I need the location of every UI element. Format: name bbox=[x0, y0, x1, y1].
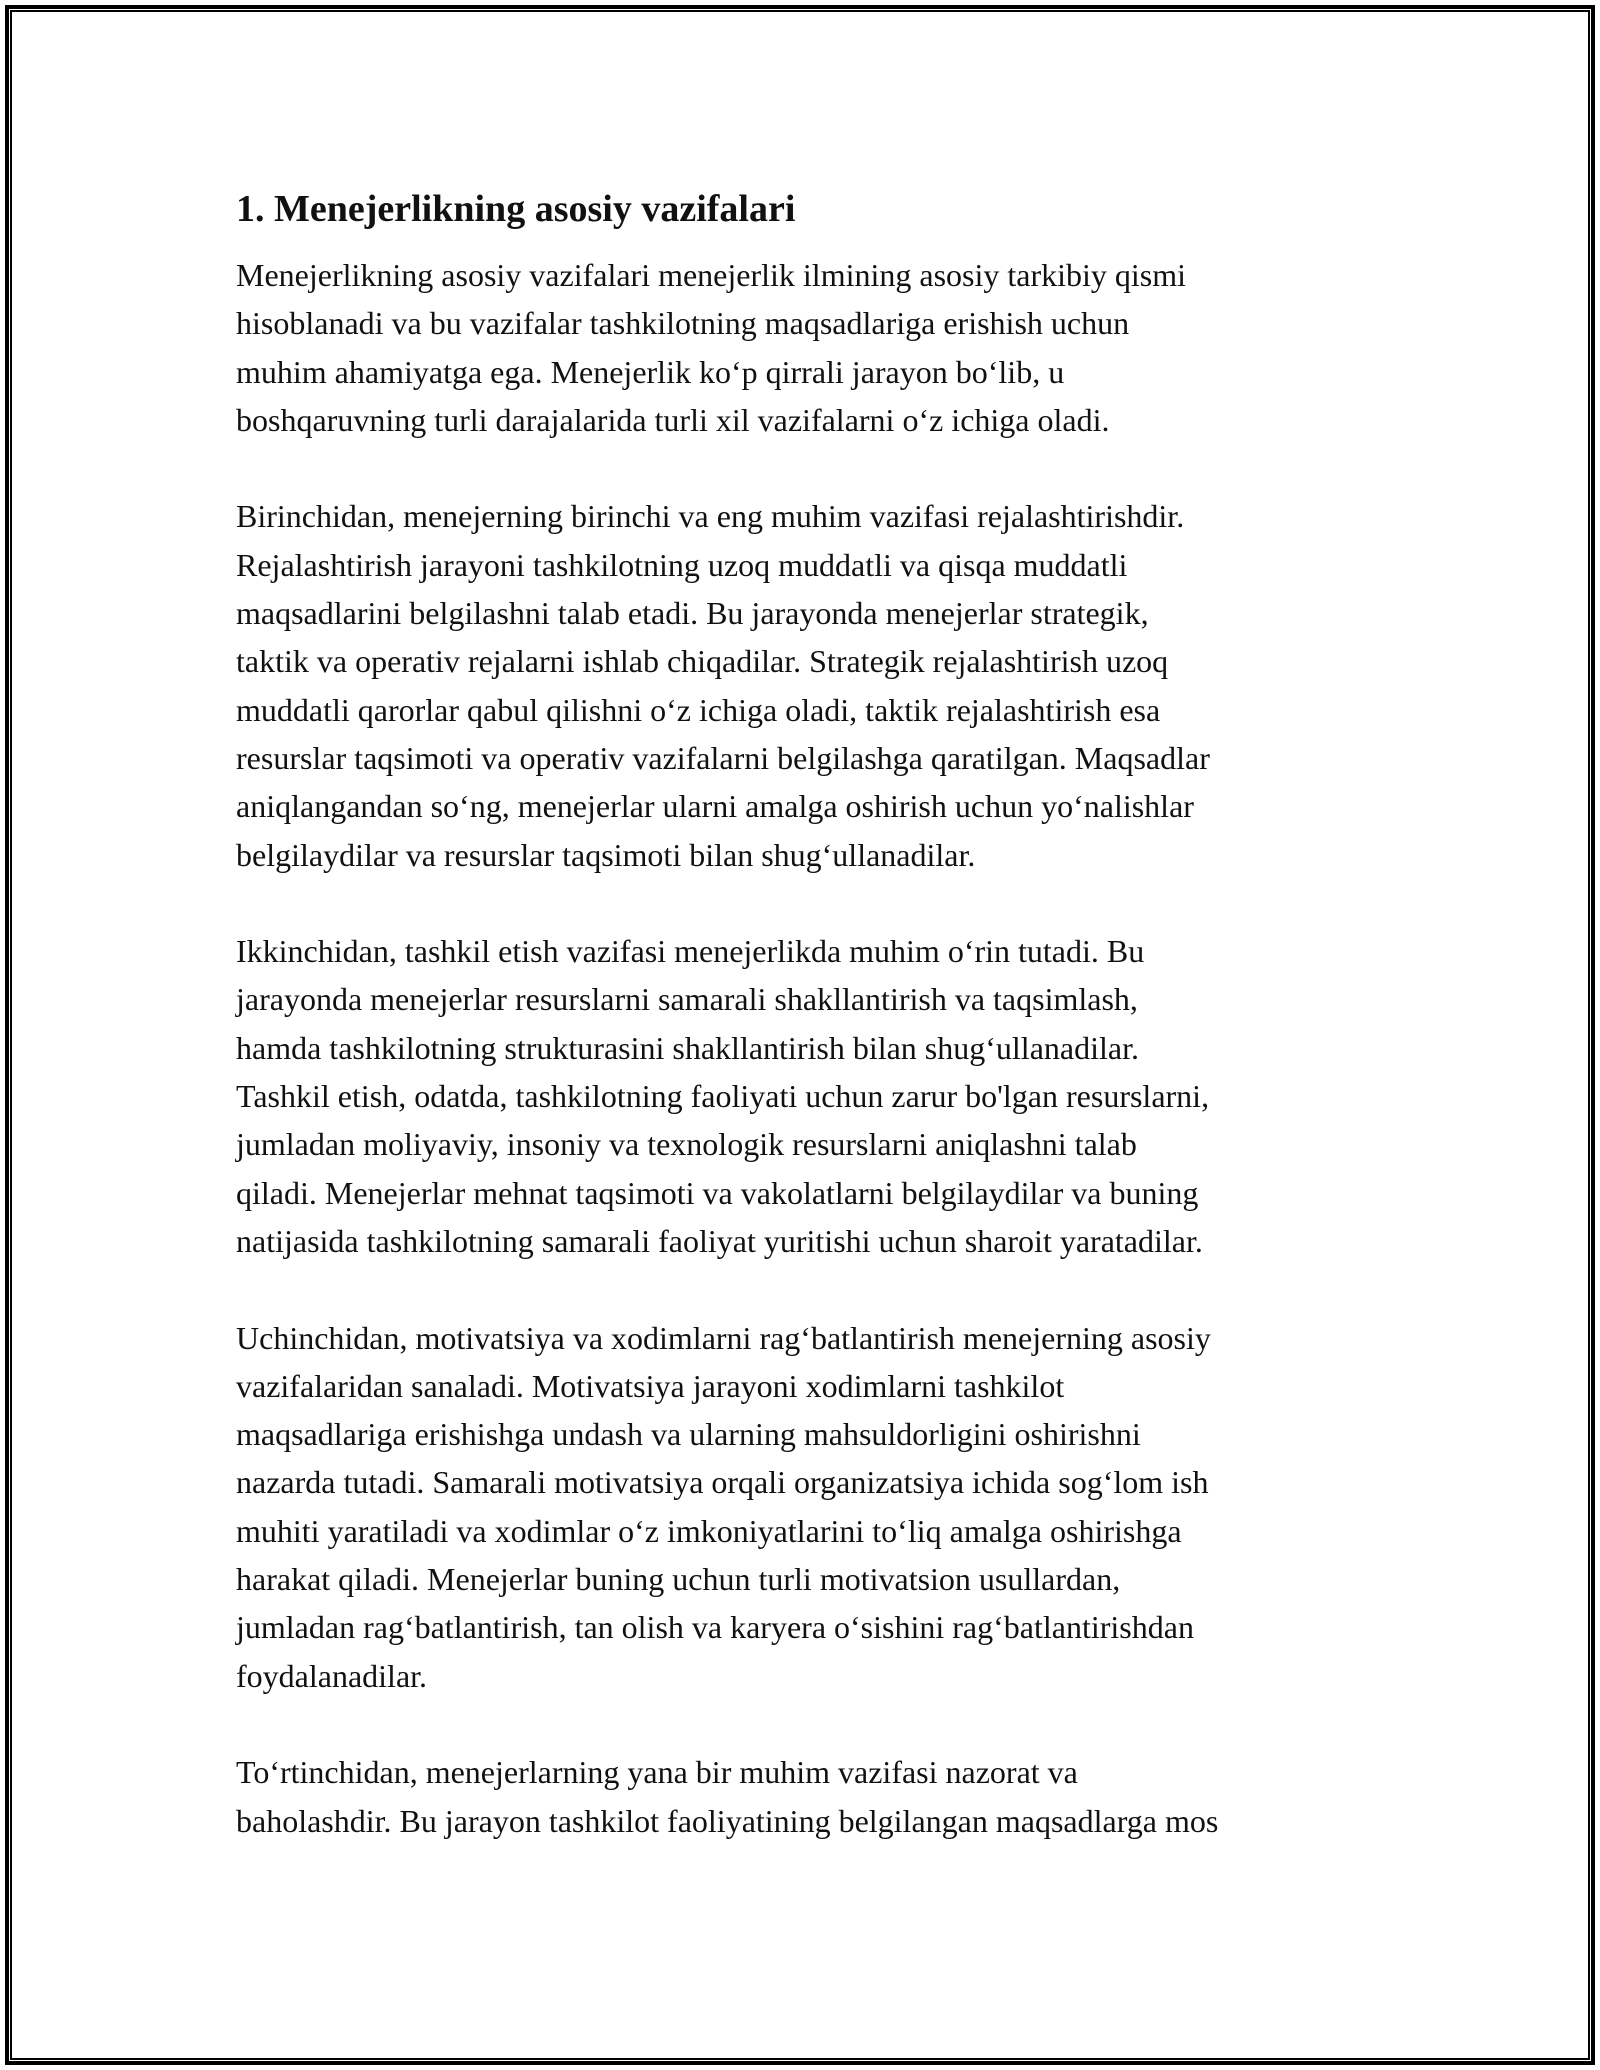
text-line: boshqaruvning turli darajalarida turli xil vazifalarni o‘z ichiga oladi. bbox=[236, 401, 1110, 438]
text-line: nazarda tutadi. Samarali motivatsiya orqali organizatsiya ichida sog‘lom ish bbox=[236, 1464, 1209, 1501]
text-line: vazifalaridan sanaladi. Motivatsiya jarayoni xodimlarni tashkilot bbox=[236, 1367, 1065, 1404]
text-line: muhiti yaratiladi va xodimlar o‘z imkoniyatlarini to‘liq amalga oshirishga bbox=[236, 1512, 1182, 1549]
text-line: Rejalashtirish jarayoni tashkilotning uzoq muddatli va qisqa muddatli bbox=[236, 546, 1128, 583]
text-line: muddatli qarorlar qabul qilishni o‘z ichiga oladi, taktik rejalashtirish esa bbox=[236, 691, 1161, 728]
text-line: jumladan rag‘batlantirish, tan olish va karyera o‘sishini rag‘batlantirishdan bbox=[236, 1609, 1194, 1646]
text-line: aniqlangandan so‘ng, menejerlar ularni amalga oshirish uchun yo‘nalishlar bbox=[236, 788, 1194, 825]
text-line: qiladi. Menejerlar mehnat taqsimoti va vakolatlarni belgilaydilar va buning bbox=[236, 1174, 1199, 1211]
text-line: muhim ahamiyatga ega. Menejerlik ko‘p qirrali jarayon bo‘lib, u bbox=[236, 353, 1065, 390]
text-line: hamda tashkilotning strukturasini shakllantirish bilan shug‘ullanadilar. bbox=[236, 1029, 1139, 1066]
text-line: natijasida tashkilotning samarali faoliyat yuritishi uchun sharoit yaratadilar. bbox=[236, 1222, 1203, 1259]
text-line: Tashkil etish, odatda, tashkilotning faoliyati uchun zarur bo'lgan resurslarni, bbox=[236, 1078, 1210, 1115]
text-line: taktik va operativ rejalarni ishlab chiqadilar. Strategik rejalashtirish uzoq bbox=[236, 643, 1169, 680]
text-line: maqsadlariga erishishga undash va ularning mahsuldorligini oshirishni bbox=[236, 1416, 1141, 1453]
paragraph-organizing bbox=[236, 927, 1376, 1265]
text-line: Birinchidan, menejerning birinchi va eng muhim vazifasi rejalashtirishdir. bbox=[236, 498, 1185, 535]
paragraph-planning bbox=[236, 492, 1376, 878]
document-body bbox=[236, 185, 1376, 1893]
paragraph-motivation bbox=[236, 1314, 1376, 1700]
text-line: resurslar taqsimoti va operativ vazifalarni belgilashga qaratilgan. Maqsadlar bbox=[236, 739, 1210, 776]
text-line: jarayonda menejerlar resurslarni samarali shakllantirish va taqsimlash, bbox=[236, 981, 1138, 1018]
text-line: jumladan moliyaviy, insoniy va texnologik resurslarni aniqlashni talab bbox=[236, 1126, 1137, 1163]
paragraph-control bbox=[236, 1748, 1376, 1845]
paragraph-intro bbox=[236, 251, 1376, 444]
text-line: maqsadlarini belgilashni talab etadi. Bu jarayonda menejerlar strategik, bbox=[236, 595, 1149, 632]
text-line: harakat qiladi. Menejerlar buning uchun turli motivatsion usullardan, bbox=[236, 1561, 1121, 1598]
text-line: baholashdir. Bu jarayon tashkilot faoliyatining belgilangan maqsadlarga mos bbox=[236, 1802, 1219, 1839]
text-line: belgilaydilar va resurslar taqsimoti bilan shug‘ullanadilar. bbox=[236, 836, 976, 873]
section-heading: 1. Menejerlikning asosiy vazifalari bbox=[236, 188, 796, 230]
text-line: Menejerlikning asosiy vazifalari menejerlik ilmining asosiy tarkibiy qismi bbox=[236, 257, 1187, 293]
text-line: To‘rtinchidan, menejerlarning yana bir muhim vazifasi nazorat va bbox=[236, 1754, 1078, 1791]
text-line: Uchinchidan, motivatsiya va xodimlarni rag‘batlantirish menejerning asosiy bbox=[236, 1319, 1211, 1356]
text-line: foydalanadilar. bbox=[236, 1657, 428, 1694]
text-line: hisoblanadi va bu vazifalar tashkilotning maqsadlariga erishish uchun bbox=[236, 305, 1130, 342]
text-line: Ikkinchidan, tashkil etish vazifasi menejerlikda muhim o‘rin tutadi. Bu bbox=[236, 933, 1145, 970]
